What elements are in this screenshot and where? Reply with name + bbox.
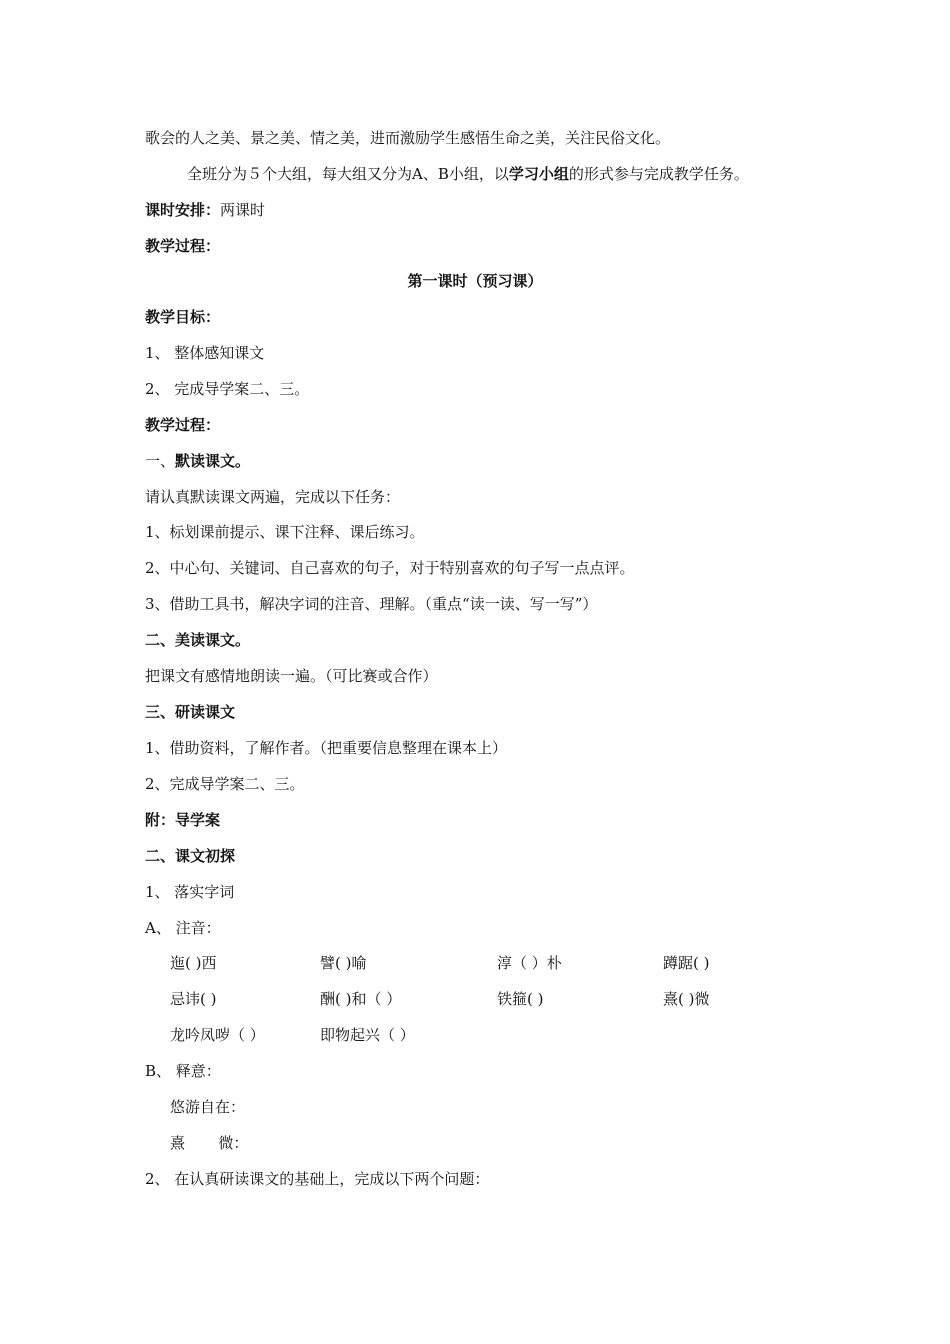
groups-paragraph [187, 164, 749, 184]
schedule-value: 两课时 [220, 201, 266, 219]
step3-task: 1、借助资料，了解作者。（把重要信息整理在课本上） [145, 739, 508, 757]
step3-task: 2、完成导学案二、三。 [145, 775, 305, 793]
pinyin-item: 熹( )微 [663, 990, 710, 1008]
step1-num: 一、 [145, 452, 176, 470]
pinyin-item: 即物起兴（ ） [320, 1026, 415, 1044]
step1-task: 3、借助工具书，解决字词的注音、理解。（重点“读一读、写一写”） [145, 595, 598, 613]
process-heading: 教学过程： [145, 237, 221, 255]
section2-heading: 二、课文初探 [145, 847, 236, 865]
goal-item: 2、 完成导学案二、三。 [145, 380, 310, 398]
pinyin-item: 淳（ ）朴 [497, 954, 562, 972]
meaning-item: 悠游自在： [170, 1098, 246, 1116]
meaning-item: 熹 微： [170, 1134, 249, 1152]
lesson1-title: 第一课时（预习课） [407, 272, 543, 290]
step1-task: 1、标划课前提示、课下注释、课后练习。 [145, 523, 425, 541]
part-a-heading: A、 注音： [145, 919, 221, 937]
goal-item: 1、 整体感知课文 [145, 344, 265, 362]
schedule [145, 200, 265, 220]
step1-intro: 请认真默读课文两遍，完成以下任务： [145, 488, 401, 506]
step2-title: 二、美读课文。 [145, 631, 251, 649]
appendix-heading: 附：导学案 [145, 811, 221, 829]
schedule-label: 课时安排： [145, 201, 221, 219]
intro-tail: 歌会的人之美、景之美、情之美，进而激励学生感悟生命之美，关注民俗文化。 [145, 129, 671, 147]
step1-title: 默读课文。 [175, 452, 251, 470]
pinyin-item: 譬( )喻 [320, 954, 367, 972]
pinyin-item: 铁箍( ) [497, 990, 544, 1008]
item1-heading: 1、 落实字词 [145, 883, 235, 901]
pinyin-item: 迤( )西 [170, 954, 217, 972]
item2-heading: 2、 在认真研读课文的基础上，完成以下两个问题： [145, 1170, 490, 1188]
groups-bold: 学习小组 [508, 165, 569, 183]
groups-pre: 全班分为５个大组，每大组又分为A、B小组，以 [187, 165, 509, 183]
step2-text: 把课文有感情地朗读一遍。（可比赛或合作） [145, 667, 438, 685]
pinyin-item: 蹲踞( ) [663, 954, 710, 972]
groups-post: 的形式参与完成教学任务。 [568, 165, 749, 183]
part-b-heading: B、 释意： [145, 1062, 221, 1080]
pinyin-item: 忌讳( ) [170, 990, 217, 1008]
step1-heading [145, 451, 250, 471]
process-heading-2: 教学过程： [145, 416, 221, 434]
step3-title: 三、研读课文 [145, 703, 236, 721]
step1-task: 2、中心句、关键词、自己喜欢的句子，对于特别喜欢的句子写一点点评。 [145, 559, 635, 577]
goals-heading: 教学目标： [145, 308, 221, 326]
pinyin-item: 龙吟凤哕（ ） [170, 1026, 265, 1044]
pinyin-item: 酬( )和（ ） [320, 990, 402, 1008]
